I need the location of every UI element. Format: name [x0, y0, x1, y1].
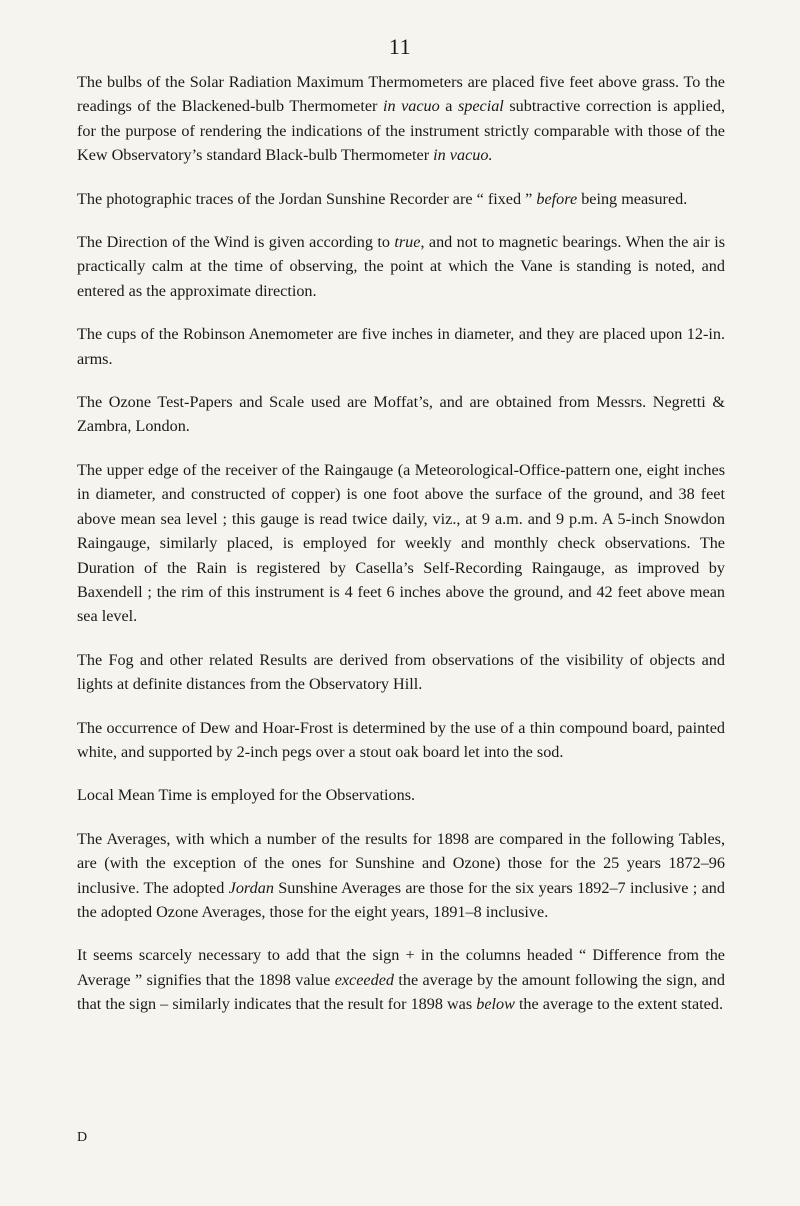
body-paragraph: [77, 322, 725, 371]
text-run: the average by the amount following the sign, and that the sign – similarly indicates that the result for 1898 was: [77, 970, 725, 1014]
body-paragraph: [77, 716, 725, 765]
text-run: the average to the extent stated.: [514, 995, 723, 1014]
text-run: subtractive correction is applied, for the purpose of rendering the indications of the instrument strictly comparable with those of the Kew Observatory’s standard Black-bulb Thermometer: [77, 97, 725, 165]
body-paragraph: [77, 390, 725, 439]
signature-mark: D: [77, 1130, 88, 1145]
text-run: The photographic traces of the Jordan Sunshine Recorder are “ fixed ”: [77, 189, 537, 208]
body-paragraph: [77, 70, 725, 168]
italic-text: in vacuo.: [433, 146, 493, 165]
page-number: 11: [388, 34, 412, 59]
text-run: a: [439, 97, 458, 116]
text-run: The bulbs of the Solar Radiation Maximum Thermometers are placed five feet above grass. To the readings of the Blackened-bulb Thermometer: [77, 73, 725, 116]
body-paragraph: [77, 187, 725, 211]
text-run: It seems scarcely necessary to add that the sign + in the columns headed “ Difference from the Average ” signifies that the 1898 value: [77, 946, 725, 989]
text-run: Local Mean Time is employed for the Observations.: [77, 786, 416, 805]
italic-text: special: [457, 97, 504, 116]
text-run: The Fog and other related Results are derived from observations of the visibility of objects and lights at definite distances from the Observatory Hill.: [77, 650, 725, 694]
body-paragraph: [77, 943, 725, 1016]
text-run: The occurrence of Dew and Hoar-Frost is determined by the use of a thin compound board, painted white, and supported by 2-inch pegs over a stout oak board let into the sod.: [77, 718, 725, 761]
text-run: being measured.: [577, 189, 688, 208]
page-body: [77, 70, 725, 1036]
italic-text: Jordan: [228, 878, 274, 897]
body-paragraph: [77, 458, 725, 629]
text-run: The Direction of the Wind is given according to: [77, 233, 395, 252]
body-paragraph: [77, 230, 725, 303]
italic-text: below: [476, 995, 515, 1014]
text-run: , and not to magnetic bearings. When the air is practically calm at the time of observing, the point at which the Vane is standing is noted, and entered as the approximate direction.: [77, 233, 725, 300]
text-run: The Ozone Test-Papers and Scale used are Moffat’s, and are obtained from Messrs. Negretti & Zambra, London.: [77, 393, 725, 436]
italic-text: true: [394, 233, 421, 252]
text-run: The cups of the Robinson Anemometer are five inches in diameter, and they are placed upon 12-in. arms.: [77, 325, 725, 368]
italic-text: before: [536, 189, 578, 208]
text-run: Sunshine Averages are those for the six years 1892–7 inclusive ; and the adopted Ozone Averages, those for the eight years, 1891–8 inclusive.: [77, 878, 725, 921]
text-run: The Averages, with which a number of the results for 1898 are compared in the following Tables, are (with the exception of the ones for Sunshine and Ozone) those for the 25 years 1872–96 inclusive. The adopted: [77, 829, 725, 897]
body-paragraph: [77, 648, 725, 697]
body-paragraph: [77, 783, 725, 807]
text-run: The upper edge of the receiver of the Raingauge (a Meteorological-Office-pattern one, eight inches in diameter, and constructed of copper) is one foot above the surface of the ground, and 38 feet above mean sea level ; this gauge is read twice daily, viz., at 9 a.m. and 9 p.m. A 5-inch Snowdon Raingauge, similarly placed, is employed for weekly and monthly check observations. The Duration of the Rain is registered by Casella’s Self-Recording Raingauge, as improved by Baxendell ; the rim of this instrument is 4 feet 6 inches above the ground, and 42 feet above mean sea level.: [77, 460, 725, 626]
italic-text: in vacuo: [382, 97, 440, 116]
italic-text: exceeded: [334, 970, 394, 989]
body-paragraph: [77, 827, 725, 925]
